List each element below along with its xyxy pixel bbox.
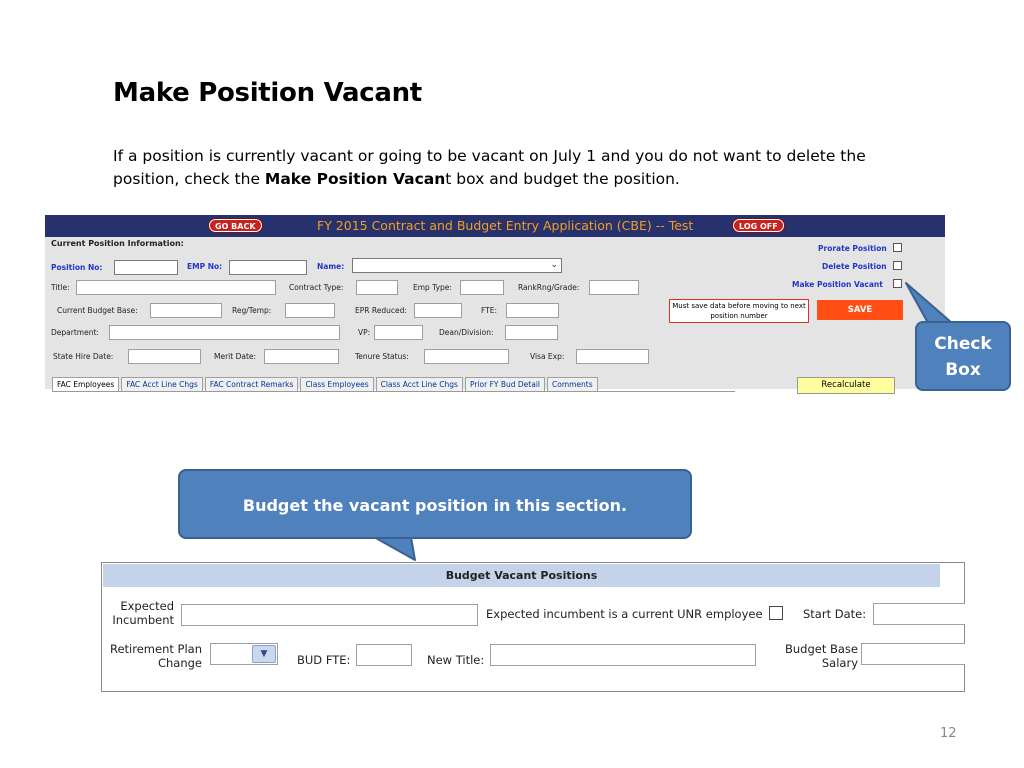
tab-fac-acct-line-chgs[interactable]: FAC Acct Line Chgs	[121, 377, 203, 391]
fte-label: FTE:	[481, 306, 498, 315]
tab-prior-fy-bud-detail[interactable]: Prior FY Bud Detail	[465, 377, 545, 391]
delete-position-label: Delete Position	[822, 262, 887, 271]
visa-exp-label: Visa Exp:	[530, 352, 565, 361]
title-label: Title:	[51, 283, 70, 292]
department-label: Department:	[51, 328, 99, 337]
instructions-emphasis: Make Position Vacan	[264, 170, 446, 188]
current-unr-employee-label: Expected incumbent is a current UNR employee	[486, 607, 763, 621]
bud-fte-input[interactable]	[356, 644, 412, 666]
start-date-label: Start Date:	[803, 607, 867, 621]
cbe-app-title: FY 2015 Contract and Budget Entry Application (CBE) -- Test	[317, 218, 694, 233]
page-number: 12	[940, 726, 957, 741]
retirement-plan-select[interactable]	[210, 643, 278, 665]
emp-type-label: Emp Type:	[413, 283, 452, 292]
current-unr-employee-checkbox[interactable]	[769, 606, 783, 620]
go-back-button[interactable]: GO BACK	[209, 219, 262, 232]
recalculate-button[interactable]: Recalculate	[797, 377, 895, 394]
rank-grade-label: RankRng/Grade:	[518, 283, 580, 292]
start-date-input[interactable]	[873, 603, 965, 625]
retirement-plan-change-label: Retirement Plan Change	[110, 642, 202, 670]
save-button[interactable]: SAVE	[817, 300, 903, 320]
tab-class-acct-line-chgs[interactable]: Class Acct Line Chgs	[376, 377, 463, 391]
name-label: Name:	[317, 262, 345, 271]
make-position-vacant-label: Make Position Vacant	[792, 280, 883, 289]
reg-temp-label: Reg/Temp:	[232, 306, 272, 315]
budget-vacant-header: Budget Vacant Positions	[103, 564, 940, 587]
section-title: Current Position Information:	[51, 239, 184, 248]
tenure-status-label: Tenure Status:	[355, 352, 409, 361]
budget-base-salary-input[interactable]	[861, 643, 965, 665]
prorate-position-label: Prorate Position	[818, 244, 887, 253]
instructions-text-1: If a position is currently vacant or going to be vacant on July 1 and you do not want to delete the position, check the	[113, 147, 866, 188]
tab-fac-contract-remarks[interactable]: FAC Contract Remarks	[205, 377, 299, 391]
bud-fte-label: BUD FTE:	[297, 653, 351, 667]
new-title-label: New Title:	[427, 653, 485, 667]
dean-division-label: Dean/Division:	[439, 328, 494, 337]
budget-base-salary-label: Budget Base Salary	[784, 642, 858, 670]
new-title-input[interactable]	[490, 644, 756, 666]
check-callout-tail	[906, 283, 952, 323]
tab-comments[interactable]: Comments	[547, 377, 598, 391]
slide-title: Make Position Vacant	[113, 78, 422, 108]
current-budget-base-label: Current Budget Base:	[57, 306, 138, 315]
vp-label: VP:	[358, 328, 371, 337]
merit-date-label: Merit Date:	[214, 352, 257, 361]
emp-no-label: EMP No:	[187, 262, 223, 271]
state-hire-date-label: State Hire Date:	[53, 352, 114, 361]
expected-incumbent-input[interactable]	[181, 604, 478, 626]
contract-type-label: Contract Type:	[289, 283, 344, 292]
expected-incumbent-label: Expected Incumbent	[112, 599, 174, 627]
check-box-callout: Check Box	[915, 321, 1011, 391]
tab-class-employees[interactable]: Class Employees	[300, 377, 373, 391]
budget-vacant-positions-panel	[101, 562, 965, 692]
log-off-button[interactable]: LOG OFF	[733, 219, 784, 232]
instructions-text-2: t box and budget the position.	[445, 170, 680, 188]
save-warning: Must save data before moving to next position number	[669, 299, 809, 323]
chevron-down-icon: ⌄	[550, 260, 558, 270]
epr-reduced-label: EPR Reduced:	[355, 306, 407, 315]
budget-section-callout: Budget the vacant position in this section.	[178, 469, 692, 539]
tab-fac-employees[interactable]: FAC Employees	[52, 377, 119, 391]
position-no-label: Position No:	[51, 263, 103, 272]
chevron-down-icon: ▼	[252, 645, 276, 663]
